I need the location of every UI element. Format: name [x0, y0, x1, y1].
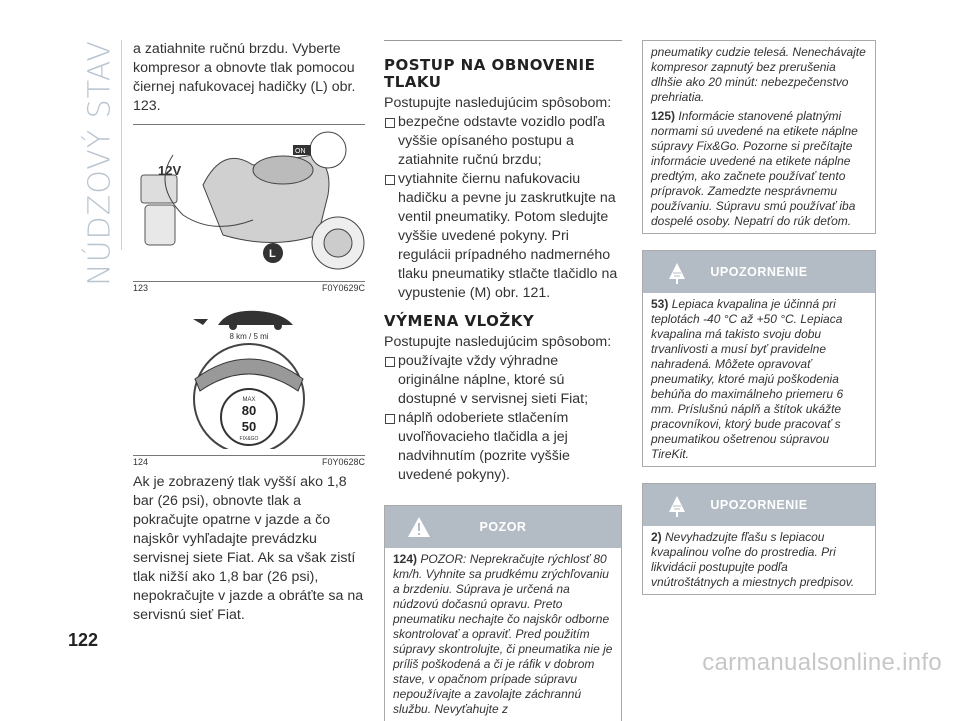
figure-code: F0Y0628C: [321, 457, 365, 467]
warning-title: UPOZORNENIE: [710, 498, 808, 512]
label-12v: 12V: [158, 163, 182, 178]
gauge-80: 80: [241, 403, 257, 418]
heading-replace-cartridge: VÝMENA VLOŽKY: [384, 312, 535, 330]
warning-header: [643, 251, 875, 293]
bullet-item: vytiahnite čiernu nafukovaciu hadičku a pevne ju zaskrutkujte na ventil pneumatiky. Potom sledujte vyššie uvedené pokyny. Pri regulácii prípadného nadmerného tlaku pneumatiky stlačte tlačidlo na vypustenie (M) obr. 121.: [384, 170, 622, 303]
warning-title: UPOZORNENIE: [710, 265, 808, 279]
side-divider: [121, 40, 122, 250]
bullet-item: náplň odoberiete stlačením uvoľňovacieho tlačidla a jej nadvihnutím (pozrite vyššie uvedené pokyny).: [384, 409, 622, 485]
warning-header: [643, 484, 875, 526]
caution-continuation: [642, 40, 876, 234]
column-3: [642, 40, 876, 595]
column-2: [384, 40, 622, 721]
lead-text: Postupujte nasledujúcim spôsobom:: [384, 334, 612, 350]
heading-restore-pressure: POSTUP NA OBNOVENIE TLAKU: [384, 56, 596, 91]
intro-text: a zatiahnite ručnú brzdu. Vyberte kompresor a obnovte tlak pomocou čiernej nafukovacej hadičky (L) obr. 123.: [133, 41, 356, 114]
lead-text: Postupujte nasledujúcim spôsobom:: [384, 95, 612, 111]
page-number: 122: [68, 630, 99, 650]
gauge-top: MAX: [242, 397, 256, 403]
column-1: [133, 40, 365, 625]
bullet-item: bezpečne odstavte vozidlo podľa vyššie opísaného postupu a zatiahnite ručnú brzdu;: [384, 113, 622, 170]
caution-header: [385, 506, 621, 548]
section-side-title: NÚDZOVÝ STAV: [82, 40, 118, 286]
caution-box: [384, 505, 622, 721]
gauge-50: 50: [241, 419, 257, 434]
compressor-illustration: [133, 125, 365, 275]
figure-code: F0Y0629C: [321, 283, 365, 293]
caution-title: POZOR: [479, 520, 527, 534]
speed-label: 8 km / 5 mi: [229, 332, 269, 341]
figure-123: [133, 124, 365, 295]
note-125: 125) Informácie stanovené platnými normami sú uvedené na etikete náplne súpravy Fix&Go. Pozorne si prečítajte informácie uvedené na etikete náplne predtým, ako začnete používať tento prípravok. Zamedzte nesprávnemu používaniu. Súpravu smú používať iba dospelé osoby. Nepatrí do rúk deťom.: [651, 109, 858, 228]
figure-number: 124: [133, 457, 149, 467]
pressure-paragraph: Ak je zobrazený tlak vyšší ako 1,8 bar (26 psi), obnovte tlak a pokračujte opatrne v jazde a čo najskôr vyhľadajte prevádzku servisnej siete Fiat. Ak sa však zistí tlak nižší ako 1,8 bar (26 psi), nepokračujte v jazde a obráťte sa na servisnú sieť Fiat.: [133, 474, 364, 623]
label-l: L: [269, 248, 276, 260]
gauge-bottom: FIX&GO: [239, 436, 259, 442]
watermark: carmanualsonline.info: [702, 649, 942, 676]
figure-124: [133, 299, 365, 467]
label-on: ON: [295, 148, 306, 155]
continuation-text: pneumatiky cudzie telesá. Nenechávajte kompresor zapnutý bez prerušenia dlhšie ako 20 minút: nebezpečenstvo prehriatia.: [651, 45, 866, 104]
warning-box-2: [642, 483, 876, 595]
gauge-illustration: [133, 299, 365, 449]
warning-text: 53) Lepiaca kvapalina je účinná pri teplotách -40 °C až +50 °C. Lepiaca kvapalina má takisto svoju dobu trvanlivosti a musí byť pravidelne nahradená. Môžete opravovať pneumatiky, ktoré majú poškodenia behúňa do maximálneho priemeru 6 mm. Príslušnú náplň a štítok ukážte pracovníkovi, ktorý bude pracovať s pneumatikou ošetrenou súpravou TireKit.: [651, 297, 844, 461]
caution-text: 124) POZOR: Neprekračujte rýchlosť 80 km/h. Vyhnite sa prudkému zrýchľovaniu a brzdeniu. Súprava je určená na núdzovú dočasnú opravu. Preto pneumatiku nechajte čo najskôr odborne skontrolovať a opraviť. Pred použitím súpravy skontrolujte, či pneumatika nie je príliš poškodená a či je ráfik v dobrom stave, v opačnom prípade súpravu nepoužívajte a zavolajte záchrannú službu. Nevyťahujte z: [393, 552, 613, 716]
warning-box-1: [642, 250, 876, 467]
figure-number: 123: [133, 283, 149, 293]
warning-text: 2) Nevyhadzujte fľašu s lepiacou kvapalinou voľne do prostredia. Pri likvidácii postupujte podľa vnútroštátnych a miestnych predpisov.: [651, 530, 855, 589]
bullet-item: používajte vždy výhradne originálne náplne, ktoré sú dostupné v servisnej sieti Fiat;: [384, 352, 622, 409]
